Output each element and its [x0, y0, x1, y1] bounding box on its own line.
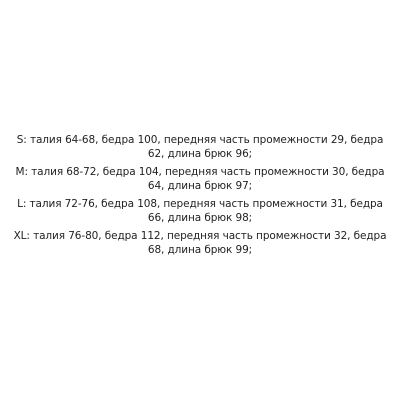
size-chart-list — [0, 133, 400, 261]
size-entry-s: S: талия 64-68, бедра 100, передняя часть промежности 29, бедра 62, длина брюк 96; — [16, 134, 384, 160]
size-entry-l: L: талия 72-76, бедра 108, передняя часть промежности 31, бедра 66, длина брюк 98; — [17, 198, 383, 224]
size-entry-xl: XL: талия 76-80, бедра 112, передняя часть промежности 32, бедра 68, длина брюк 99; — [13, 230, 387, 256]
size-entry-m: M: талия 68-72, бедра 104, передняя часть промежности 30, бедра 64, длина брюк 97; — [15, 166, 385, 192]
